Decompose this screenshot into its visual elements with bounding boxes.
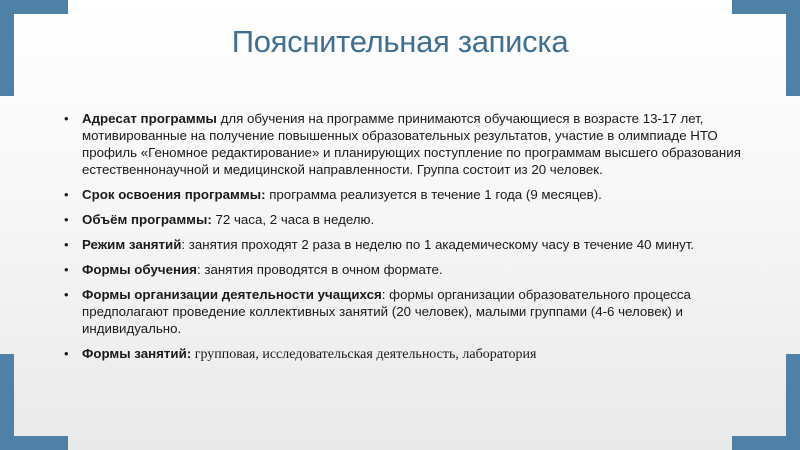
slide-content: [60, 110, 750, 371]
list-item-duration: [60, 186, 750, 203]
item-label: Адресат программы: [82, 111, 217, 126]
bullet-icon: •: [64, 346, 69, 361]
list-item-organization-forms: [60, 286, 750, 337]
corner-decoration-bottom-left-vertical: [0, 354, 14, 450]
item-label: Формы занятий:: [82, 346, 192, 361]
item-text: для обучения на программе принимаются обучающиеся в возрасте 13-17 лет, мотивированные на получение повышенных образовательных результатов, участие в олимпиаде НТО профиль «Геномное редактирование» и планирующих поступление по программам высшего образования естественнонаучной и медицинской направленности. Группа состоит из 20 человек.: [82, 111, 741, 177]
slide-title: Пояснительная записка: [231, 24, 569, 59]
list-item-addressee: [60, 110, 750, 178]
bullet-icon: •: [64, 287, 69, 302]
item-text: программа реализуется в течение 1 года (9 месяцев).: [265, 187, 602, 202]
bullet-list: [60, 110, 750, 363]
item-label: Формы обучения: [82, 262, 197, 277]
item-text: : занятия проходят 2 раза в неделю по 1 академическому часу в течение 40 минут.: [181, 237, 695, 252]
bullet-icon: •: [64, 187, 69, 202]
list-item-schedule: [60, 236, 750, 253]
list-item-class-forms: [60, 345, 750, 363]
item-label: Срок освоения программы:: [82, 187, 266, 202]
corner-decoration-bottom-right-vertical: [786, 354, 800, 450]
bullet-icon: •: [64, 212, 69, 227]
item-text: : формы организации образовательного процесса предполагают проведение коллективных занятий (20 человек), малыми группами (4-6 человек) и индивидуально.: [82, 287, 691, 336]
item-label: Формы организации деятельности учащихся: [82, 287, 382, 302]
item-text: 72 часа, 2 часа в неделю.: [211, 212, 375, 227]
bullet-icon: •: [64, 262, 69, 277]
item-label: Режим занятий: [82, 237, 182, 252]
item-text: групповая, исследовательская деятельность, лаборатория: [191, 347, 537, 362]
item-text: : занятия проводятся в очном формате.: [196, 262, 443, 277]
list-item-volume: [60, 211, 750, 228]
bullet-icon: •: [64, 237, 69, 252]
item-label: Объём программы:: [82, 212, 212, 227]
list-item-study-form: [60, 261, 750, 278]
bullet-icon: •: [64, 111, 69, 126]
